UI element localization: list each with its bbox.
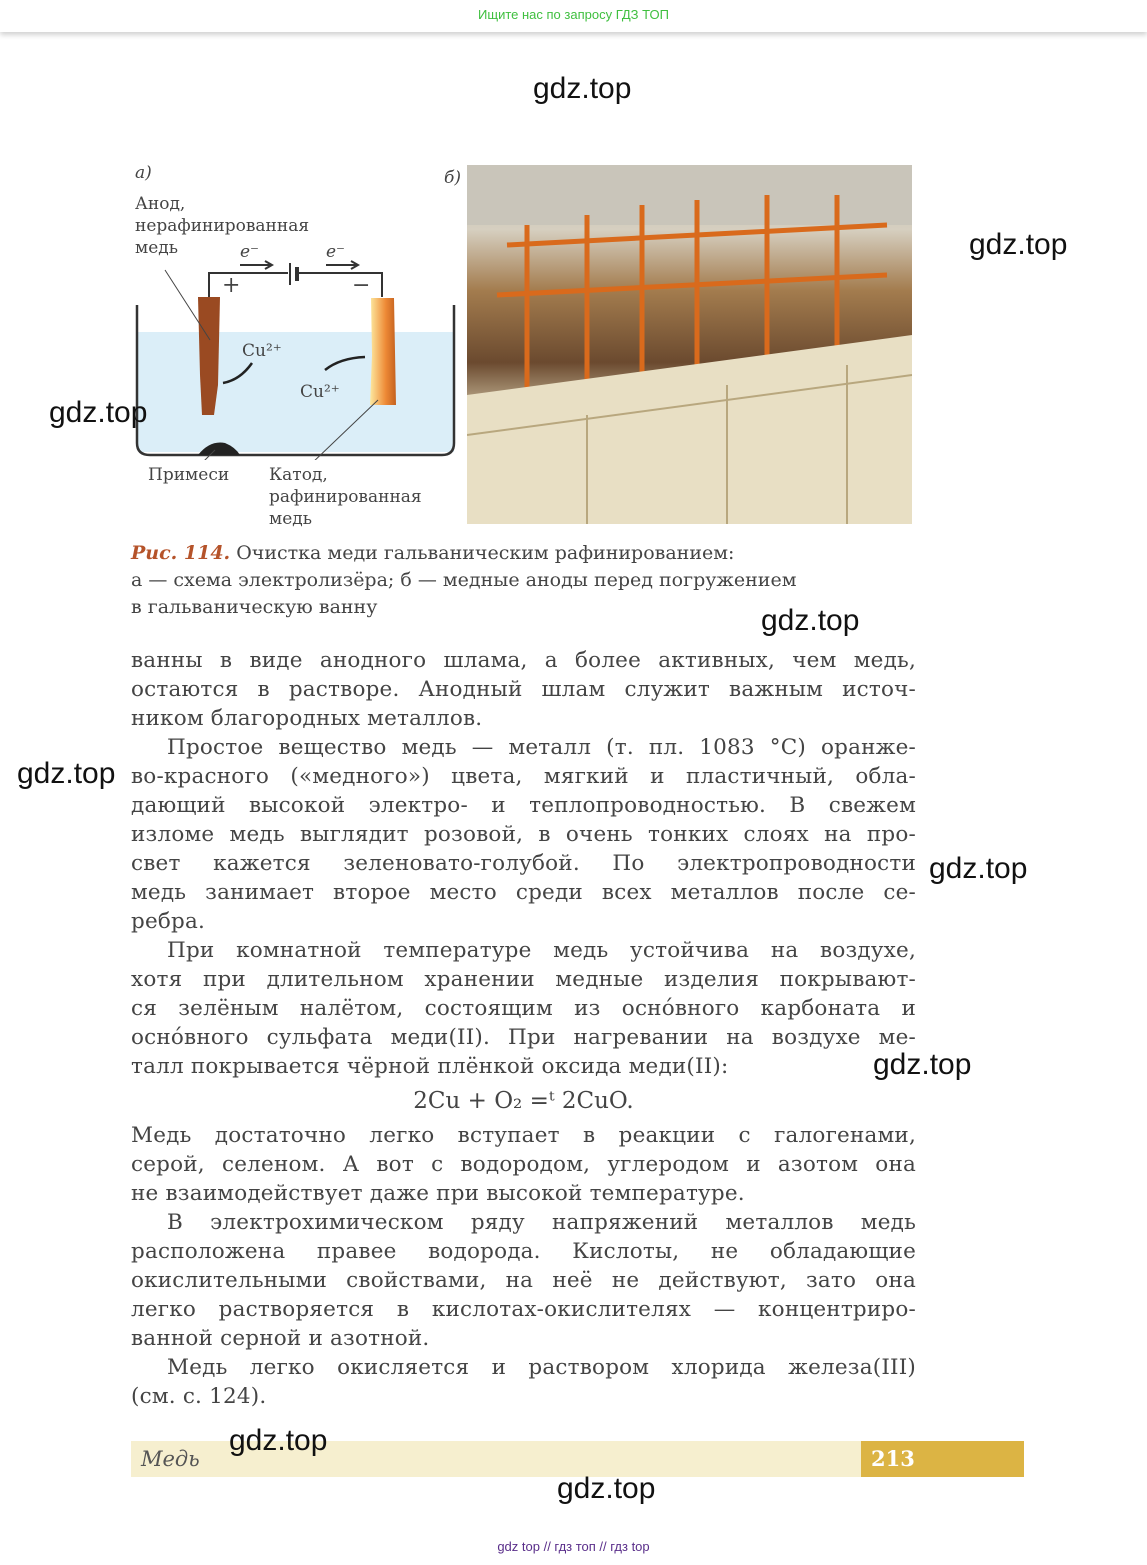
- text-line: ником благородных металлов.: [131, 706, 483, 731]
- text-line: При комнатной температуре медь устойчива на воздухе,: [167, 938, 916, 963]
- text-line: ребра.: [131, 909, 206, 934]
- text-line: талл покрывается чёрной плёнкой оксида меди(II):: [131, 1054, 729, 1079]
- text-line: окислительными свойствами, на неё не действуют, зато она: [131, 1268, 916, 1293]
- watermark: gdz.top: [49, 396, 148, 429]
- watermark: gdz.top: [873, 1048, 972, 1081]
- electrolyzer-schematic: [130, 255, 465, 460]
- watermark: gdz.top: [533, 72, 632, 105]
- ion-label: Cu²⁺: [300, 382, 340, 402]
- battery-plate-short: [295, 267, 299, 281]
- impurities-label: Примеси: [148, 465, 230, 485]
- text-line: хотя при длительном хранении медные изделия покрывают-: [131, 967, 916, 992]
- caption-line: в гальваническую ванну: [131, 596, 378, 618]
- caption-title: Очистка меди гальваническим рафинированием:: [230, 542, 735, 564]
- text-line: Простое вещество медь — металл (т. пл. 1083 °С) оранже-: [167, 735, 916, 760]
- body-text: [131, 646, 916, 1411]
- watermark: gdz.top: [761, 604, 860, 637]
- text-line: во-красного («медного») цвета, мягкий и пластичный, обла-: [131, 764, 916, 789]
- cathode: [370, 298, 396, 405]
- electron-label: e⁻: [326, 242, 346, 262]
- solution: [138, 332, 454, 452]
- watermark: gdz.top: [17, 757, 116, 790]
- label-b: б): [444, 168, 462, 188]
- electron-label: e⁻: [240, 242, 260, 262]
- minus-sign: −: [352, 273, 371, 298]
- top-banner: [0, 0, 1147, 32]
- cathode-label-2: рафинированная: [269, 487, 422, 507]
- caption-line: а — схема электролизёра; б — медные аноды перед погружением: [131, 569, 797, 591]
- text-line: изломе медь выглядит розовой, в очень тонких слоях на про-: [131, 822, 916, 847]
- photo-illustration: [467, 165, 912, 524]
- cathode-label-1: Катод,: [269, 465, 328, 485]
- cathode-label-3: медь: [269, 509, 313, 529]
- text-line: осно́вного сульфата меди(II). При нагревании на воздухе ме-: [131, 1025, 916, 1050]
- text-line: медь занимает второе место среди всех металлов после се-: [131, 880, 916, 905]
- plus-sign: +: [222, 273, 241, 298]
- label-a: а): [135, 163, 152, 183]
- text-line: не взаимодействует даже при высокой температуре.: [131, 1181, 745, 1206]
- watermark: gdz.top: [557, 1472, 656, 1505]
- text-line: В электрохимическом ряду напряжений металлов медь: [167, 1210, 916, 1235]
- text-line: остаются в растворе. Анодный шлам служит важным источ-: [131, 677, 916, 702]
- text-line: легко растворяется в кислотах-окислителях — концентриро-: [131, 1297, 916, 1322]
- anode-label-1: Анод,: [135, 194, 186, 214]
- text-line: расположена правее водорода. Кислоты, не обладающие: [131, 1239, 916, 1264]
- text-line: Медь легко окисляется и раствором хлорида железа(III): [167, 1355, 916, 1380]
- bottom-links[interactable]: gdz top // гдз топ // гдз top: [497, 1539, 650, 1554]
- text-line: серой, селеном. А вот с водородом, углеродом и азотом она: [131, 1152, 916, 1177]
- figure-number: Рис. 114.: [131, 542, 231, 564]
- equation: 2Cu + O₂ =ᵗ 2CuO.: [413, 1088, 634, 1114]
- chapter-title: Медь: [141, 1447, 200, 1471]
- text-line: свет кажется зеленовато-голубой. По электропроводности: [131, 851, 916, 876]
- page-number: 213: [861, 1441, 1024, 1477]
- anode-label-2: нерафинированная: [135, 216, 310, 236]
- text-line: ванны в виде анодного шлама, а более активных, чем медь,: [131, 648, 916, 673]
- top-banner-text: Ищите нас по запросу ГДЗ ТОП: [478, 7, 669, 22]
- anode-label-3: медь: [135, 238, 179, 258]
- text-line: Медь достаточно легко вступает в реакции с галогенами,: [131, 1123, 916, 1148]
- watermark: gdz.top: [929, 852, 1028, 885]
- text-line: ванной серной и азотной.: [131, 1326, 430, 1351]
- ion-label: Cu²⁺: [242, 341, 282, 361]
- anodes-photo: [467, 165, 912, 524]
- text-line: ся зелёным налётом, состоящим из осно́вного карбоната и: [131, 996, 916, 1021]
- watermark: gdz.top: [969, 228, 1068, 261]
- text-line: дающий высокой электро- и теплопроводностью. В свежем: [131, 793, 916, 818]
- text-line: (см. с. 124).: [131, 1384, 267, 1409]
- watermark: gdz.top: [229, 1424, 328, 1457]
